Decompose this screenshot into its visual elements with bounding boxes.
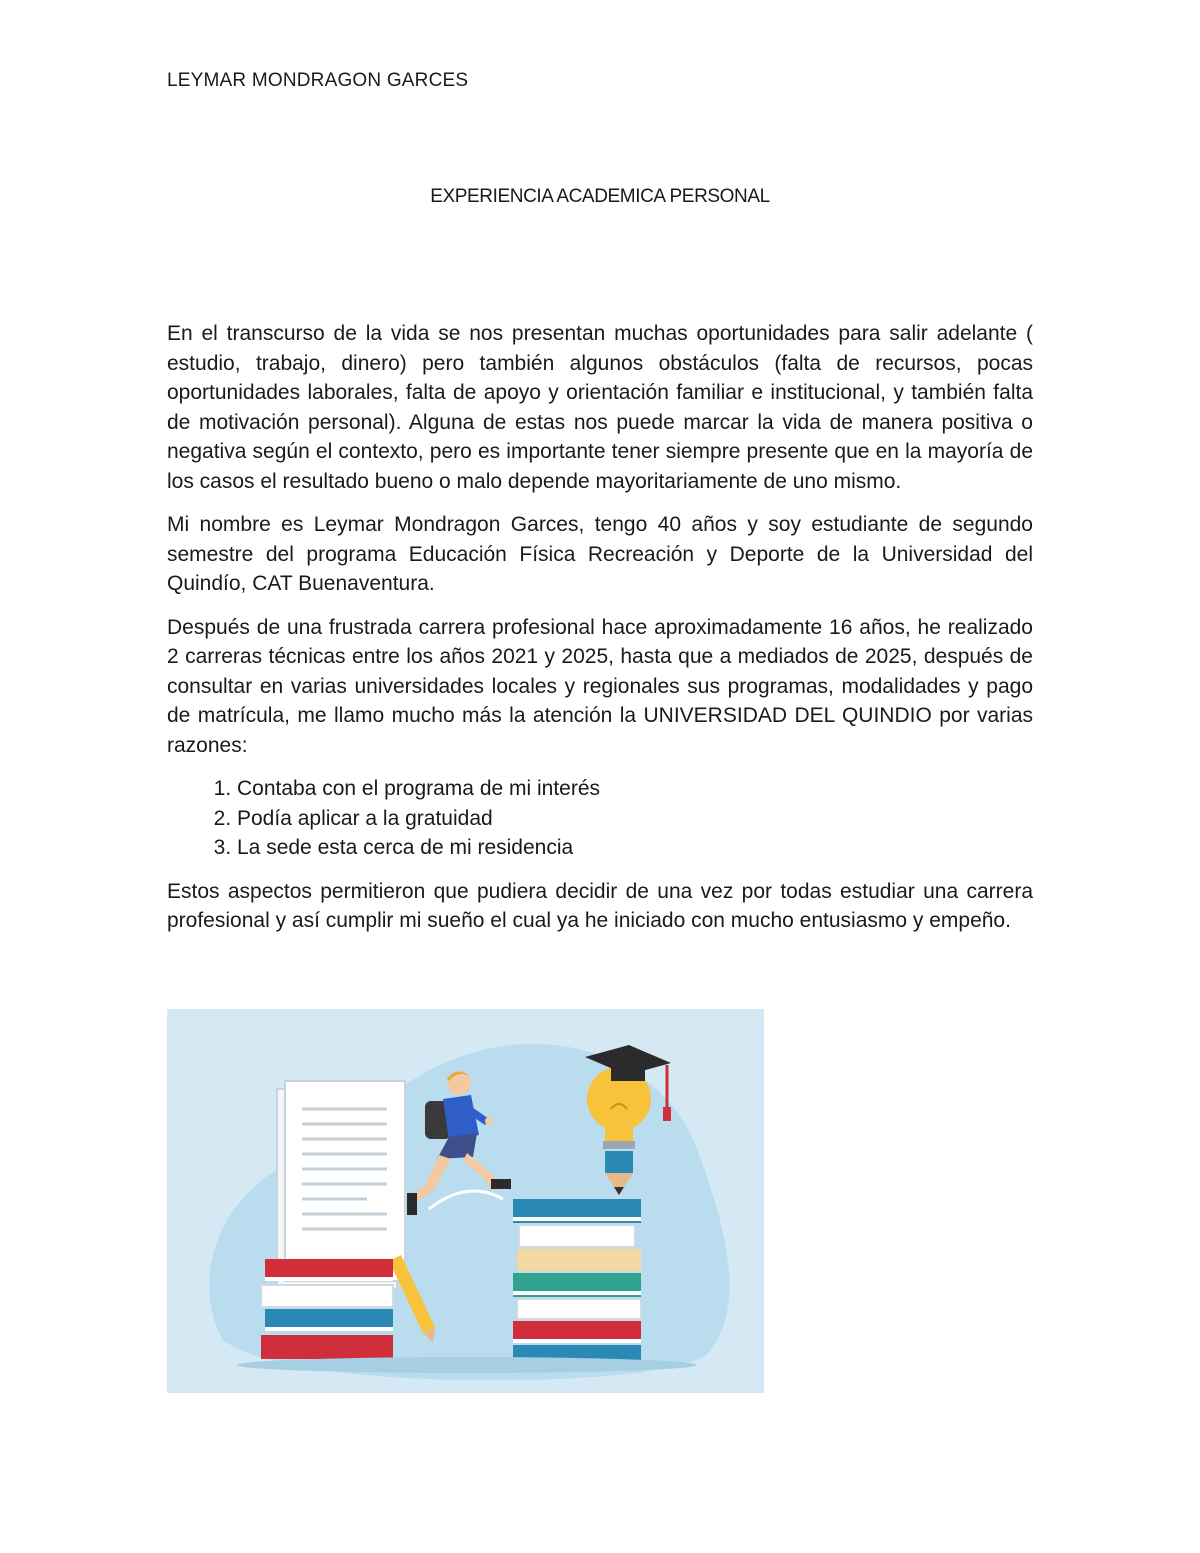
book-stack-icon [261,1259,393,1359]
list-item: 2. Podía aplicar a la gratuidad [237,804,1033,834]
reasons-list [167,774,1033,863]
document-title: EXPERIENCIA ACADEMICA PERSONAL [430,186,770,207]
list-item: 1. Contaba con el programa de mi interés [237,774,1033,804]
illustration-svg [167,1009,764,1393]
paragraph-intro: En el transcurso de la vida se nos presentan muchas oportunidades para salir adelante ( estudio, trabajo, dinero) pero también algunos obstáculos (falta de recursos, pocas oportunidades laborales, falta de apoyo y orientación familiar e institucional, y también falta de motivación personal). Alguna de estas nos puede marcar la vida de manera positiva o negativa según el contexto, pero es importante tener siempre presente que en la mayoría de los casos el resultado bueno o malo depende mayoritariamente de uno mismo. [167,322,1033,493]
paragraph-background: Después de una frustrada carrera profesional hace aproximadamente 16 años, he realizado 2 carreras técnicas entre los años 2021 y 2025, hasta que a mediados de 2025, después de consultar en varias universidades locales y regionales sus programas, modalidades y pago de matrícula, me llamo mucho más la atención la UNIVERSIDAD DEL QUINDIO por varias razones: [167,615,1033,757]
paper-sheet-icon [277,1081,405,1289]
paragraph-about-me: Mi nombre es Leymar Mondragon Garces, tengo 40 años y soy estudiante de segundo semestre del programa Educación Física Recreación y Deporte de la Universidad del Quindío, CAT Buenaventura. [167,513,1033,595]
paragraph-closing: Estos aspectos permitieron que pudiera decidir de una vez por todas estudiar una carrera profesional y así cumplir mi sueño el cual ya he iniciado con mucho entusiasmo y empeño. [167,879,1033,932]
ground-shadow [237,1357,697,1373]
author-name: LEYMAR MONDRAGON GARCES [167,70,469,91]
document-body [167,319,1033,950]
list-item: 3. La sede esta cerca de mi residencia [237,833,1033,863]
education-illustration [167,1009,764,1393]
